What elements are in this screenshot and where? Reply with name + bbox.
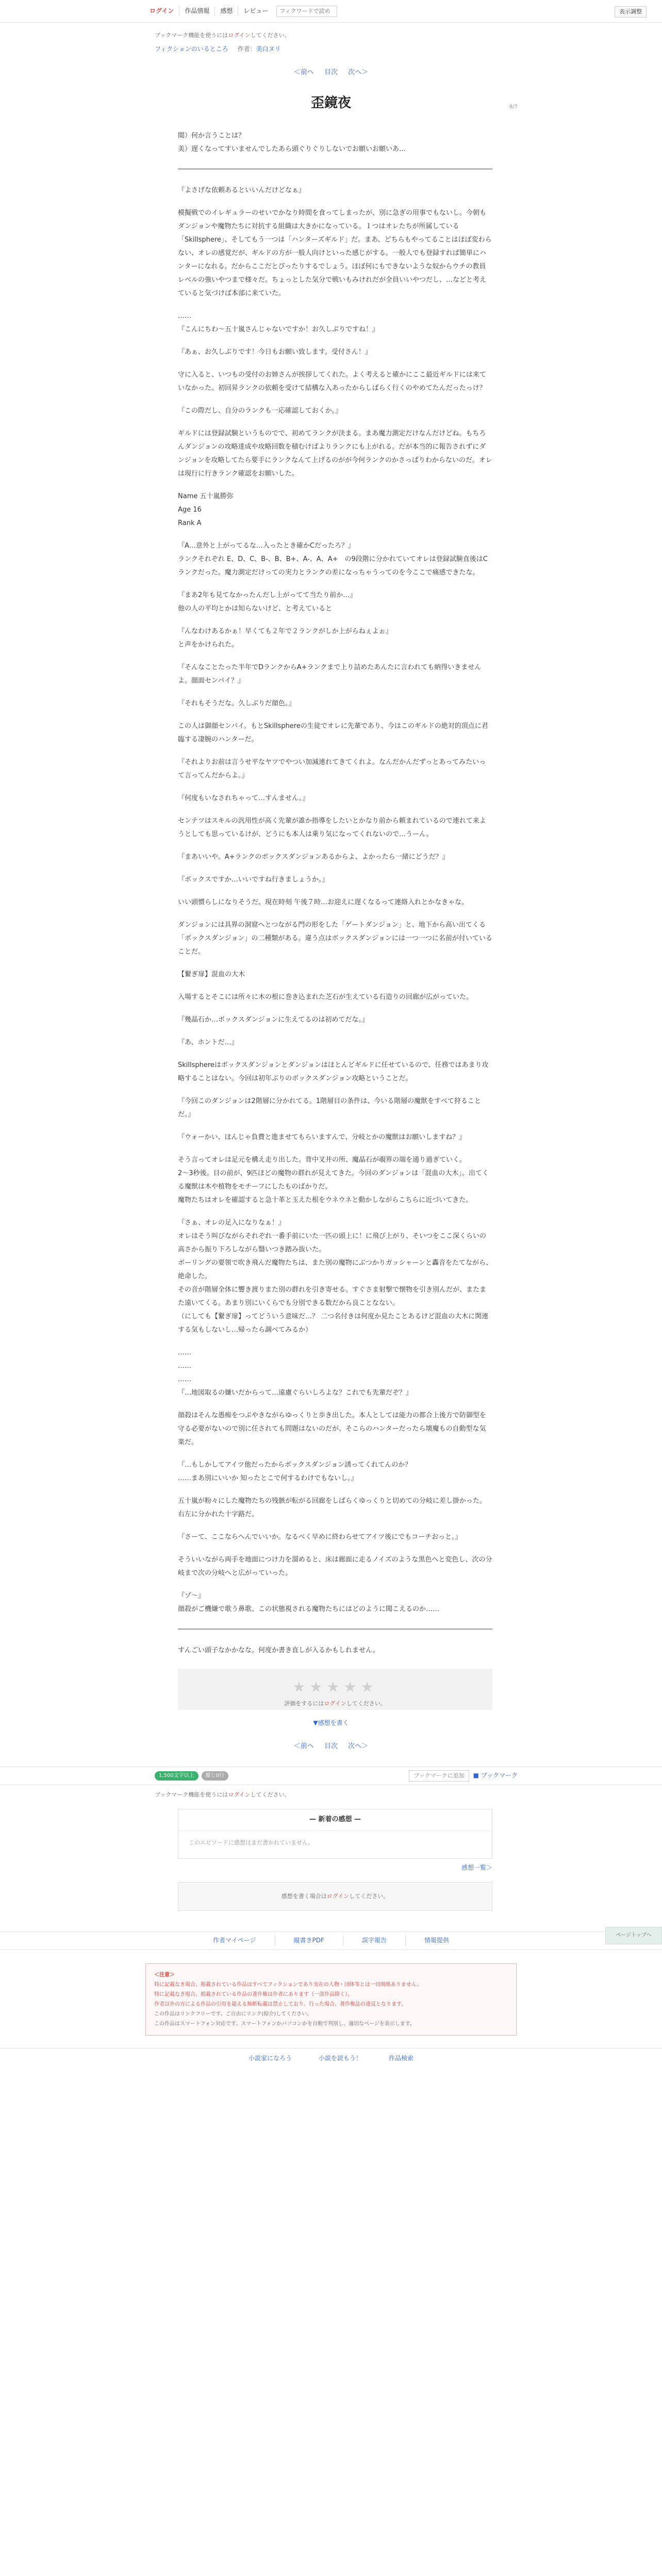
episode-number: 8/7 [509, 104, 518, 110]
series-title-link[interactable]: フィクションのいるところ [155, 45, 228, 53]
content-paragraph: 『さーて、ここならへんでいいか。なるべく早めに終わらせてアイツ後にでもコーチおっと。』 [178, 1533, 462, 1541]
content-paragraph: そう言ってオレは足元を構え走り出した。背中叉井の所、魔晶石が覗界の端を通り過ぎていく。 2〜3秒後。目の前が、9匹ほどの魔物の群れが見えてきた。今回のダンジョンは「混血の大木」。出てくる魔獣は木や植物をモチーフにしたものばかりだ。 魔物たちはオレを確認すると急十革と玉えた根をウネウネと動かしながらこちらに近づいてきた。 [178, 1156, 489, 1205]
author-label: 作者： [237, 45, 256, 53]
nav-review-link[interactable]: レビュー [243, 7, 269, 14]
novel-content [178, 129, 492, 1657]
content-paragraph: 『…もしかしてアイツ他だったからボックスダンジョン誘ってくれてんのか？ ……まあ別にいいか 知ったとこで何するわけでもないし。』 [178, 1461, 412, 1483]
tag-pills [155, 1771, 228, 1781]
preface [178, 129, 492, 156]
prev-episode-link[interactable]: ＜前へ [293, 68, 314, 76]
content-paragraph: 『あ、ホントだ…』 [178, 1039, 238, 1047]
content-paragraph: Skillsphereはボックスダンジョンとダンジョンはほとんどギルドに任せているので、任務ではあまり攻略することはない。今回は初年ぶりのボックスダンジョン攻略ということだ。 [178, 1061, 489, 1083]
write-review-link[interactable]: ▼感想を書く [313, 1719, 349, 1727]
review-login-box [178, 1882, 492, 1911]
content-paragraph: この人は御顔センパイ。もとSkillsphereの生徒でオレに先輩であり、今はこのギルドの絶対的頂点に君臨する凄腕のハンターだ。 [178, 722, 488, 744]
rating-login-note [178, 1699, 492, 1708]
rating-note-suffix: してください。 [346, 1700, 386, 1707]
next-episode-link[interactable]: 次へ＞ [348, 68, 369, 76]
global-nav [144, 6, 273, 16]
nav-reviews-link[interactable]: 感想 [215, 6, 238, 16]
bookmark-login-note-bottom [0, 1785, 662, 1800]
nav-works-info-link[interactable]: 作品情報 [179, 6, 215, 16]
display-settings-button[interactable]: 表示調整 [615, 6, 647, 18]
content-paragraph: ダンジョンには具界の洞窟へとつながる門の形をした「ゲートダンジョン」と、地下から高い出てくる「ボックスダンジョン」の二種類がある。違う点はボックスダンジョンには一つ一つに名前が付いていることだ。 [178, 921, 492, 956]
content-paragraph: そういいながら両手を地面につけ力を溜めると、床は廊面に走るノイズのような黒色へと変色し、次の分岐まで次の分岐へと広がっていった。 [178, 1556, 492, 1578]
prev-episode-link-bottom[interactable]: ＜前へ [293, 1742, 314, 1751]
reviews-list-link[interactable]: 感想一覧＞ [461, 1864, 492, 1872]
bookmark-login-note [0, 23, 662, 40]
footer-link-typo-report[interactable]: 誤字報告 [343, 1936, 406, 1945]
content-paragraph: 『まあいいや。A+ランクのボックスダンジョンあるからよ、よかったら一緒にどうだ？』 [178, 853, 449, 861]
bookmark-note-prefix-bottom: ブックマーク機能を使うには [155, 1791, 228, 1799]
content-paragraph: センテツはスキルの汎用性が高く先輩が誰か指導をしたいとかなり前から頼まれているので連れて来ようとしても思っているけが、どうにも本人は乗り気になってくれないので…うーん。 [178, 817, 486, 839]
content-paragraph: すんごい頭子なかかなな。何度か書き直しが入るかもしれません。 [178, 1647, 379, 1655]
line-count-badge: 縦じ0行 [202, 1771, 228, 1781]
next-episode-link-bottom[interactable]: 次へ＞ [348, 1742, 369, 1751]
bottom-nav-link[interactable]: 作品検索 [389, 2054, 414, 2062]
content-paragraph: 五十嵐が粉々にした魔物たちの残骸が転がる回廊をしばらくゆっくりと切めての分岐に差し掛かった。右左に分かれた十字路だ。 [178, 1497, 486, 1519]
episode-pager-bottom [0, 1741, 662, 1752]
review-login-link[interactable]: ログイン [326, 1893, 350, 1900]
bookmark-note-login-link[interactable]: ログイン [228, 32, 251, 39]
content-paragraph: 『この際だし、自分のランクも一応確認しておくか。』 [178, 407, 342, 415]
content-paragraph: 『そんなことたった半年でDランクからA+ランクまで上り詰めたあんたに言われても納得いきませんよ。顔面センパイ？』 [178, 664, 482, 685]
content-paragraph: 『それよりお前は言うせ平なヤツでやつい加減連れてきてくれよ。なんだかんだずっとあってみたいって言ってんだからよ。』 [178, 758, 486, 780]
content-paragraph: 守に入ると、いつもの受付のお姉さんが挨拶してくれた。よく考えると確かにここ最近ギルドには来ていなかった。初回昇ランクの依頼を受けて結構な入あったからしばらく行くのやめてたんだったっけ？ [178, 371, 486, 393]
content-paragraph: 『幾晶石か…ボックスダンジョンに生えてるのは初めてだな。』 [178, 1016, 369, 1024]
content-paragraph: 『何度もいなされちゃって…すんません。』 [178, 794, 309, 803]
search-input[interactable] [276, 6, 337, 17]
toc-link[interactable]: 目次 [324, 68, 338, 76]
footer-link-vertical-pdf[interactable]: 縦書きPDF [275, 1936, 343, 1945]
bottom-nav-link[interactable]: 小説を読もう！ [318, 2054, 362, 2062]
footer-link-author-page[interactable]: 作者マイページ [194, 1936, 275, 1945]
global-header [0, 0, 662, 23]
review-login-prefix: 感想を書く場合は [281, 1893, 327, 1900]
review-login-suffix: してください。 [349, 1893, 389, 1900]
latest-reviews-heading: — 新着の感想 — [178, 1809, 492, 1831]
content-paragraph: 入場するとそこには所々に木の根に巻き込まれた芝石が生えている石造りの回廊が広がっていた。 [178, 993, 473, 1002]
content-paragraph: 『さぁ、オレの足入になりなぁ！』 オレはそう叫びながらそれぞれ一番手前にいた一匹の頭上に！に飛び上がり、そいつをここ深くらいの高さから振り下ろしながら翳いつき踏み抜いた。 ボーリングの要領で吹き飛んだ魔物たちは、また別の魔物にぶつかりガッシャーンと轟音をたてながら、絶命した。 その音が階層全体に響き渡りまた別の群れを引き寄せる。すぐさま射撃で懐物を引き別んだが、またまた遠いてくる。あまり別にいくらでも分別できる数だから良ことなない。 （にしても【繋ぎ扉】ってどういう意味だ…？ 二つ名付きは何度か見たことあるけど混血の大木に関連する気もしないし…帰ったら調べてみるか） [178, 1219, 492, 1334]
bookmark-note-login-link-bottom[interactable]: ログイン [228, 1791, 251, 1799]
preface-divider [178, 168, 492, 170]
series-info [0, 40, 662, 54]
episode-body [178, 184, 492, 1616]
nav-login-link[interactable]: ログイン [144, 6, 179, 16]
rating-login-link[interactable]: ログイン [324, 1700, 346, 1707]
notice-line: この作品はスマートフォン対応です。スマートフォンかパソコンかを自動で判別し、適切なページを表示します。 [154, 2021, 415, 2027]
content-paragraph: …… …… …… 『…地図取るの嫌いだからって…遠慮ぐらいしろよな？これでも先輩だぞ？』 [178, 1349, 413, 1397]
content-paragraph: 『んなわけあるかぁ！早くても２年で２ランクがしか上がらねぇよぉ』 と声をかけられた。 [178, 628, 392, 649]
latest-reviews-box [178, 1809, 492, 1859]
char-count-badge: 1,500文字以上 [155, 1771, 198, 1781]
notice-line: この作品はリンクフリーです。ご自由にリンク(紹介)してください。 [154, 2011, 312, 2017]
content-paragraph: Name 五十嵐勝弥 Age 16 Rank A [178, 493, 234, 528]
latest-reviews-empty: このエピソードに感想はまだ書かれていません。 [189, 1839, 314, 1846]
content-paragraph: 顔殺はそんな愚痴をつぶやきながらゆっくりと歩き出した。本人としては能力の都合上後方で防御型を守る必要がないので別に任されても問題はないのだが、そこらのハンターだったら壊魔もの自動型な気楽だ。 [178, 1412, 486, 1447]
content-paragraph: 閲）何か言うことは？ 美）遅くなってすいませんでしたあら頭ぐりぐりしないでお願いお願いあ… [178, 132, 406, 154]
episode-title: 歪鏡夜 [310, 95, 351, 111]
footer-links [0, 1931, 662, 1950]
rating-box [178, 1669, 492, 1710]
notice-line: 特に記載なき場合、掲載されている作品はすべてフィクションであり実在の人物・団体等とは一切関係ありません。 [154, 1981, 422, 1988]
notice-line: 作者以外の方による作品の引用を超える無断転載は禁止しており、行った場合、著作権法の違反となります。 [154, 2001, 407, 2007]
content-paragraph: 【繋ぎ扉】混血の大木 [178, 971, 245, 979]
episode-pager-top [0, 67, 662, 78]
rating-stars[interactable]: ★★★★★ [292, 1679, 378, 1696]
content-paragraph: …… 『こんにちわ～五十嵐さんじゃないですか！お久しぶりですね！』 [178, 312, 379, 334]
bookmark-note-suffix-bottom: してください。 [250, 1791, 290, 1799]
content-paragraph: 『あぁ、お久しぶりです！今日もお願い致します。受付さん！』 [178, 348, 372, 357]
notice-title: ＜注意＞ [154, 1972, 175, 1978]
page-top-button[interactable]: ページトップへ [605, 1927, 662, 1944]
content-paragraph: 『まあ2年も見てなかったんだし上がってて当たり前か…』 他の人の平均とかは知らないけど、と考えていると [178, 591, 357, 613]
notice-box [145, 1963, 517, 2036]
bottom-nav-link[interactable]: 小説家になろう [248, 2054, 292, 2062]
content-paragraph: 『よさげな依頼あるといいんだけどなぁ』 [178, 187, 306, 195]
notice-line: 特に記載なき場合、掲載されている作品の著作権は作者にあります（一部作品除く）。 [154, 1991, 353, 1997]
afterword [178, 1644, 492, 1657]
afterword-divider [178, 1629, 492, 1630]
action-bar [0, 1767, 662, 1785]
bookmark-note-suffix: してください。 [250, 32, 290, 39]
content-paragraph: ギルドには登録試験というものでで、初めてランクが決まる。まあ魔力測定だけなんだけどね。もちろんダンジョンの攻略達成や攻略回数を積むけばよりランクにも上がれる。だが本当的に報告されずにダンジョンを攻略してたら要手にランクなんて上げるのがが今何ランクのかさっぱりわからないのだ。オレは現行に行きランク確認をお願いした。 [178, 430, 492, 478]
footer-link-info[interactable]: 情報提供 [424, 1937, 449, 1944]
content-paragraph: 『A…意外と上がってるな…入ったとき確かCだったろ？』 ランクそれぞれ E、D、C、B-、B、B+、A-、A、A+ の9段階に分かれていてオレは登録試験直後はCランクだった。魔力測定だけっての実力とランクの差になっちゃうってのを今ここで痛感できたな。 [178, 542, 488, 577]
rating-note-prefix: 評価をするには [284, 1700, 324, 1707]
content-paragraph: いい頭慣らしになりそうだ。現在時刻 午後７時…お迎えに遅くなるって連絡入れとかなきゃな。 [178, 899, 469, 907]
toc-link-bottom[interactable]: 目次 [324, 1742, 338, 1751]
content-paragraph: 『ボックスですか…いいですね行きましょうか。』 [178, 876, 329, 884]
bookmark-actions [409, 1770, 518, 1782]
content-paragraph: 『それもそうだな。久しぶりだ顔色。』 [178, 700, 295, 708]
bookmark-note-prefix: ブックマーク機能を使うには [155, 32, 228, 39]
bottom-nav [0, 2048, 662, 2069]
add-bookmark-button[interactable]: ブックマークに追加 [409, 1770, 469, 1782]
bookmark-link[interactable]: ■ ブックマーク [473, 1772, 518, 1780]
author-link[interactable]: 美白ヌリ [256, 45, 281, 53]
content-paragraph: 『今回このダンジョンは2階層に分かれてる。1階層目の条件は、今いる階層の魔獣をすべて狩ることだ。』 [178, 1097, 481, 1119]
content-paragraph: 模擬戦でのイレギュラーのせいでかなり時間を食ってしまったが、別に急ぎの用事でもないし。今朝もダンジョンや魔物たちに対抗する組織は大きかになっている。１つはオレたちが所属している「Skillsphere」、そしてもう一つは「ハンターズギルド」だ。まあ、どちらもやってることはほぼ変わらない、オレの感覚だが、ギルドの方が一般人向けといった感じがする。一般人でも登録すれば簡単にハンターになれる。だからここだとぴったりするでしょう。ほぼ何にもできないような奴からウチの教員レベルの強いやつまで様々だ。ちょっとした気分で戦いもみけれだが全員いいやつだし、…などと考えていると気づけば本部に来ていた。 [178, 209, 492, 298]
content-paragraph: 『ゾ〜』 顔殺がご機嫌で歌う鼻歌、この状態視される魔物たちにはどのように聞こえるのか…… [178, 1592, 440, 1614]
content-paragraph: 『ウォーかい、ほんじゃ負費と進ませてもらいますんで、分岐とかの魔獣はお願いしますね？』 [178, 1133, 466, 1142]
